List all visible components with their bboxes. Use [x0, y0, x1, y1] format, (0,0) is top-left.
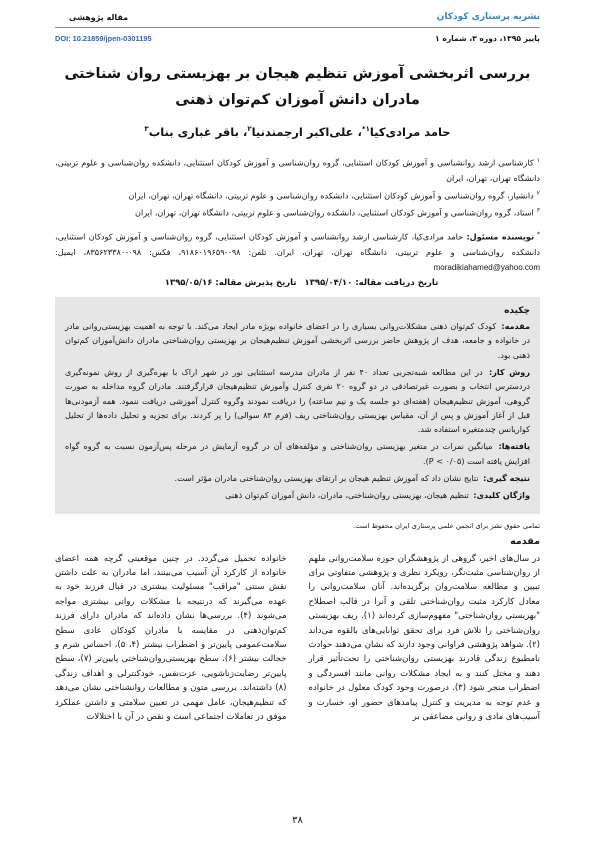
received-date: ۱۳۹۵/۰۴/۱۰	[304, 277, 353, 288]
author	[243, 125, 354, 139]
affiliation	[55, 203, 540, 221]
article-type-label: مقاله پژوهشی	[69, 13, 129, 22]
abstract-heading: چکیده	[504, 305, 530, 316]
affiliation-marker: ۳	[144, 125, 149, 134]
issue-bar	[55, 34, 540, 43]
abstract-conclusion	[65, 471, 530, 485]
author	[358, 125, 451, 139]
author-separator: ،	[242, 125, 248, 139]
corresponding-label: نویسنده مسئول:	[466, 231, 534, 242]
article-dates	[55, 278, 540, 288]
abstract-section-label: نتیجه گیری:	[483, 473, 530, 484]
received-label: تاریخ دریافت مقاله:	[355, 277, 439, 288]
introduction-heading: مقدمه	[510, 535, 540, 547]
abstract-section-label: روش کار:	[488, 366, 530, 377]
abstract-section-label: یافته‌ها:	[498, 441, 530, 452]
abstract-section-text: تنظیم هیجان، بهزیستی روان‌شناختی، مادران، دانش آموزان کم‌توان ذهنی	[225, 490, 469, 501]
affiliation	[55, 153, 540, 186]
affiliation-text: دانشیار، گروه روان‌شناسی و آموزش کودکان استثنایی، دانشکده روان‌شناسی و علوم تربیتی، دانشگاه تهران، تهران، ایران	[128, 190, 534, 201]
abstract-section-label: واژگان کلیدی:	[473, 490, 530, 501]
affiliation-number: ۳	[536, 207, 540, 215]
affiliation-number: ۱	[536, 157, 540, 164]
affiliation-text: استاد، گروه روان‌شناسی و آموزش کودکان استثنایی، دانشکده روان‌شناسی و علوم تربیتی، دانشگاه تهران، تهران، ایران	[135, 208, 534, 219]
doi-link[interactable]: DOI: 10.21859/jpen-0301195	[55, 34, 152, 43]
corresponding-mark: *	[537, 231, 540, 239]
abstract-methods	[65, 365, 530, 436]
accepted-date: ۱۳۹۵/۰۵/۱۶	[164, 277, 213, 288]
body-column-left: خانواده تحمیل می‌گردد. در چنین موقعیتی گرچه همه اعضای خانواده از کارکرد آن آسیب می‌بینند، اما مادران به علت داشتن نقش سنتی "مراقب" مسئولیت بیشتری در قبال فرزند خود به عهده می‌گیرند که درنتیجه با مشکلات روانی بیشتری مواجه می‌شوند (۴). بررسی‌ها نشان داده‌اند که مادران دارای فرزند کم‌توان‌ذهنی در مقایسه با مادران کودکان عادی سطح سلامت‌عمومی پایین‌تر و اضطراب بیشتر (۴، ۵)، احساس شرم و خجالت بیشتر (۶)، سطح بهزیستی‌روان‌شناختی پایین‌تر (۷)، سطح پایین‌تر رضایت‌زناشویی، عزت‌نفس، خودکنترلی و اهداف زندگی (۸) داشته‌اند. بررسی متون و مطالعات روانشناختی نشان می‌دهد که تنظیم‌هیجان، عامل مهمی در تعیین سلامتی و داشتن عملکرد موفق در تعاملات اجتماعی است و نقص در آن با اختلالات	[55, 553, 287, 723]
abstract-section-text: نتایج نشان داد که آموزش تنظیم هیجان بر ارتقای بهزیستی روان‌شناختی مادران مؤثر است.	[174, 473, 479, 484]
abstract-section-label: مقدمه:	[501, 321, 530, 332]
body-column-right: در سال‌های اخیر، گروهی از پژوهشگران حوزه سلامت‌روانی ملهم از روان‌شناسی مثبت‌نگر، رویکرد نظری و پژوهشی متفاوتی برای تبیین و مطالعه سلامت‌روان برگزیده‌اند. آنان سلامت‌روانی را معادل کارکرد مثبت روان‌شناختی تلقی و آنرا در قالب اصطلاح "بهزیستی روان‌شناختی" مفهوم‌سازی کرده‌اند (۱). ریف بهزیستی روان‌شناختی را تلاش فرد برای تحقق توانایی‌های بالقوه می‌داند (۲). شواهد پژوهشی فراوانی وجود دارند که نشان می‌دهند حوادث نامطبوع زندگی قادرند بهزیستی روان‌شناختی را تحت‌تأثیر قرار دهند و مختل کنند و به ایجاد مشکلات روانی مانند افسردگی و اضطراب منجر شود (۳). درصورت وجود کودک معلول در خانواده و عدم توجه به مدیریت و کنترل پیامدهای حضور او، خسارت و آسیب‌های مادی و روانی مضاعفی بر	[308, 553, 540, 723]
abstract-section-text: در این مطالعه شبه‌تجربی تعداد ۴۰ نفر از مادران مدرسه استثنایی نور در شهر اراک با بهره‌گیری از روش نمونه‌گیری دردسترس انتخاب و بصورت غیرتصادفی در دو گروه ۲۰ نفری کنترل وآموزش تنظیم‌هیجان قرارگرفتند. مادران گروه مداخله به صورت گروهی، آموزش تنظیم‌هیجان (هفته‌ای دو جلسه یک و نیم ساعته) را دریافت نمودند وگروه کنترل آموزشی دریافت ننمود. همه آزمودنی‌ها قبل از آغاز آموزش و پس از آن، مقیاس بهزیستی روان‌شناختی ریف (فرم ۸۴ سوالی) را پر کردند. برای تجزیه و تحلیل داده‌ها از تحلیل کواریانس چندمتغیره استفاده شد.	[65, 366, 530, 435]
abstract-box	[55, 297, 540, 514]
corresponding-author	[55, 227, 540, 275]
email-link[interactable]: moradikiahamed@yahoo.com	[433, 262, 540, 272]
corresponding-details: حامد مرادی‌کیا، کارشناسی ارشد روانشناسی و آموزش کودکان استثنایی، گروه روان‌شناسی و آموزش کودکان استثنایی، دانشکده روان‌شناسی و علوم تربیتی، دانشگاه تهران، تهران، ایران. تلفن: ۰۹۸-۹۱۸۶۰۱۹۶۵۹، فکس: ۰۹۸-۸۳۵۶۲۳۳۸۰،	[55, 231, 540, 257]
body-columns	[55, 552, 540, 725]
copyright-notice: تمامی حقوق نشر برای انجمن علمی پرستاری ایران محفوظ است.	[353, 521, 540, 530]
abstract-introduction	[65, 319, 530, 362]
author-name: حامد مرادی‌کیا	[369, 125, 451, 139]
author-name: علی‌اکبر ارجمندنیا	[251, 125, 354, 139]
journal-name: نشریه پرستاری کودکان	[436, 12, 540, 22]
journal-header	[55, 12, 540, 28]
author	[144, 125, 239, 139]
affiliation-number: ۲	[536, 189, 540, 197]
abstract-section-text: میانگین نمرات در متغیر بهزیستی روان‌شناختی و مؤلفه‌های آن در گروه آزمایش در مرحله پس‌آزمون نسبت به گروه گواه افزایش یافته است (P < ۰/۰۵).	[65, 441, 530, 466]
affiliation	[55, 186, 540, 204]
page-number: ۳۸	[292, 815, 303, 826]
author-list	[55, 125, 540, 139]
issue-info: پاییز ۱۳۹۵، دوره ۳، شماره ۱	[435, 34, 540, 43]
article-title: بررسی اثربخشی آموزش تنظیم هیجان بر بهزیستی روان شناختی مادران دانش آموزان کم‌توان ذهنی	[64, 66, 531, 108]
author-name: باقر غباری بناب	[148, 125, 239, 139]
affiliation-text: کارشناسی ارشد روانشناسی و آموزش کودکان استثنایی، گروه روان‌شناسی و آموزش کودکان استثنایی، دانشکده روان‌شناسی و علوم تربیتی، دانشگاه تهران، تهران، ایران	[55, 157, 540, 183]
author-separator: ،	[357, 125, 362, 139]
abstract-keywords	[65, 488, 530, 502]
accepted-label: تاریخ پذیرش مقاله:	[215, 277, 297, 288]
affiliation-marker: ۱*	[361, 125, 370, 134]
affiliation-list	[55, 153, 540, 275]
affiliation-marker: ۲	[247, 125, 252, 134]
email-label: ایمیل:	[55, 246, 76, 257]
abstract-section-text: کودک کم‌توان ذهنی مشکلات‌روانی بسیاری را در اعضای خانواده بویژه مادر ایجاد می‌کند. با توجه به اهمیت بهزیستی‌روانی مادر در خانواده و جامعه، هدف از پژوهش حاضر بررسی اثربخشی آموزش تنظیم‌هیجان بر بهزیستی روان‌شناختی مادران دانش‌آموزان کم‌توان ذهنی بود.	[65, 321, 530, 360]
abstract-findings	[65, 439, 530, 468]
